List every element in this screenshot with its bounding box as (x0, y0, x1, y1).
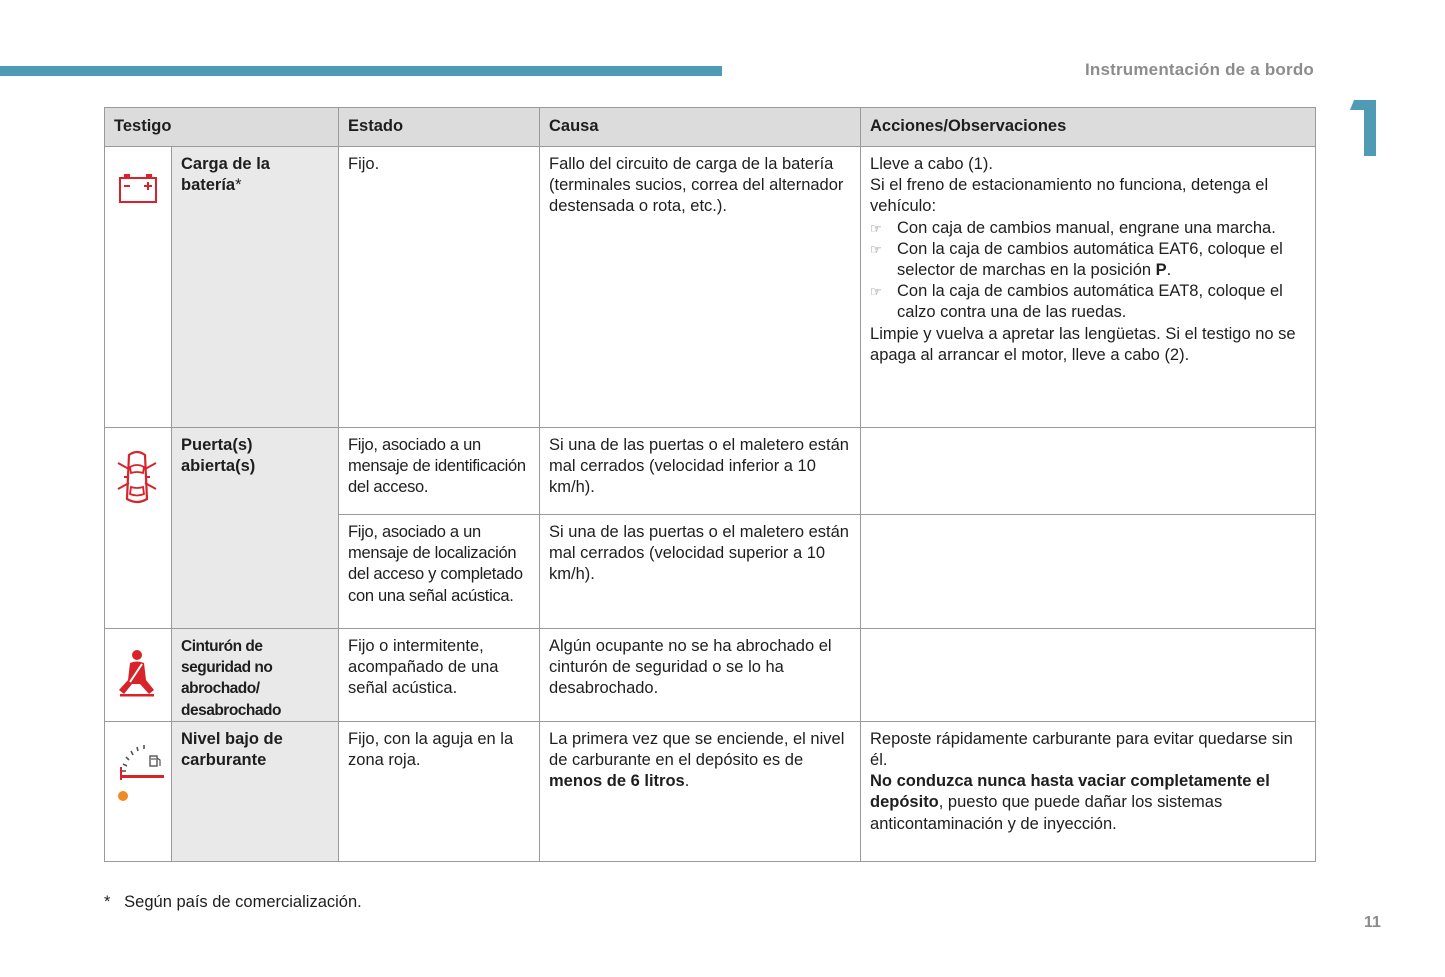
list-item (870, 281, 1306, 323)
table-row (105, 428, 1316, 515)
fuel-quantity: menos de 6 litros (549, 772, 685, 791)
icon-cell (105, 629, 172, 722)
list-item-text: Con caja de cambios manual, engrane una marcha. (897, 218, 1276, 237)
table-header-row (105, 108, 1316, 147)
footnote: * Según país de comercialización. (104, 893, 362, 911)
table-row (105, 629, 1316, 722)
chapter-number: 1 (1350, 100, 1351, 101)
pointing-hand-icon: ☞ (870, 284, 882, 300)
causa-cell: Algún ocupante no se ha abrochado el cinturón de seguridad o se lo ha desabrochado. (540, 629, 861, 722)
warning-name-text: Carga de la batería (181, 155, 270, 195)
pointing-hand-icon: ☞ (870, 241, 882, 257)
door-open-icon (114, 447, 160, 507)
acciones-cell (861, 721, 1316, 861)
acciones-line: Reposte rápidamente carburante para evitar quedarse sin él. (870, 729, 1293, 770)
acciones-line (870, 771, 1306, 835)
warning-name: Puerta(s) abierta(s) (172, 428, 339, 629)
list-item (870, 218, 1306, 239)
estado-cell: Fijo. (339, 147, 540, 428)
causa-cell (540, 721, 861, 861)
footnote-marker: * (235, 176, 242, 195)
warning-name (172, 147, 339, 428)
acciones-cell (861, 428, 1316, 515)
estado-cell: Fijo o intermitente, acompañado de una señal acústica. (339, 629, 540, 722)
acciones-cell (861, 147, 1316, 428)
table-row (105, 147, 1316, 428)
warning-emphasis: No conduzca nunca hasta vaciar completamente el depósito (870, 772, 1270, 812)
acciones-line: Lleve a cabo (1). (870, 155, 993, 173)
warning-lights-table (104, 107, 1316, 862)
top-accent-bar (0, 66, 722, 76)
header-testigo: Testigo (105, 108, 339, 147)
header-estado: Estado (339, 108, 540, 147)
text-run: Con la caja de cambios automática EAT6, coloque el selector de marchas en la posición (897, 239, 1283, 280)
warning-name: Nivel bajo de carburante (172, 721, 339, 861)
causa-cell: Fallo del circuito de carga de la batería (terminales sucios, correa del alternador destensada o rota, etc.). (540, 147, 861, 428)
icon-cell (105, 147, 172, 428)
acciones-line: Si el freno de estacionamiento no funciona, detenga el vehículo: (870, 176, 1269, 216)
page-number: 11 (1364, 914, 1381, 931)
estado-cell: Fijo, asociado a un mensaje de localización del acceso y completado con una señal acústica. (339, 515, 540, 629)
text-run: . (684, 772, 690, 791)
section-title: Instrumentación de a bordo (1084, 60, 1314, 79)
warning-name: Cinturón de seguridad no abrochado/ desabrochado (172, 629, 339, 722)
list-item (870, 239, 1306, 281)
chapter-marker (1350, 100, 1376, 156)
icon-cell (105, 721, 172, 861)
list-item-text: Con la caja de cambios automática EAT8, coloque el calzo contra una de las ruedas. (897, 282, 1283, 322)
text-run: , puesto que puede dañar los sistemas anticontaminación y de inyección. (870, 793, 1223, 833)
table-row (105, 721, 1316, 861)
header-causa: Causa (540, 108, 861, 147)
acciones-cell (861, 629, 1316, 722)
acciones-line: Limpie y vuelva a apretar las lengüetas. Si el testigo no se apaga al arrancar el motor, lleve a cabo (2). (870, 324, 1296, 364)
acciones-cell (861, 515, 1316, 629)
causa-cell: Si una de las puertas o el maletero están mal cerrados (velocidad superior a 10 km/h). (540, 515, 861, 629)
text-run: . (1166, 261, 1172, 280)
low-fuel-icon (114, 739, 170, 815)
estado-cell: Fijo, asociado a un mensaje de identificación del acceso. (339, 428, 540, 515)
pointing-hand-icon: ☞ (870, 220, 882, 236)
estado-cell: Fijo, con la aguja en la zona roja. (339, 721, 540, 861)
list-item-text (897, 239, 1306, 281)
causa-cell: Si una de las puertas o el maletero están mal cerrados (velocidad inferior a 10 km/h). (540, 428, 861, 515)
seatbelt-icon (114, 648, 158, 700)
battery-charge-icon (114, 168, 162, 208)
gear-position: P (1155, 261, 1167, 280)
icon-cell (105, 428, 172, 629)
header-acciones: Acciones/Observaciones (861, 108, 1316, 147)
text-run: La primera vez que se enciende, el nivel de carburante en el depósito es de (549, 729, 845, 770)
